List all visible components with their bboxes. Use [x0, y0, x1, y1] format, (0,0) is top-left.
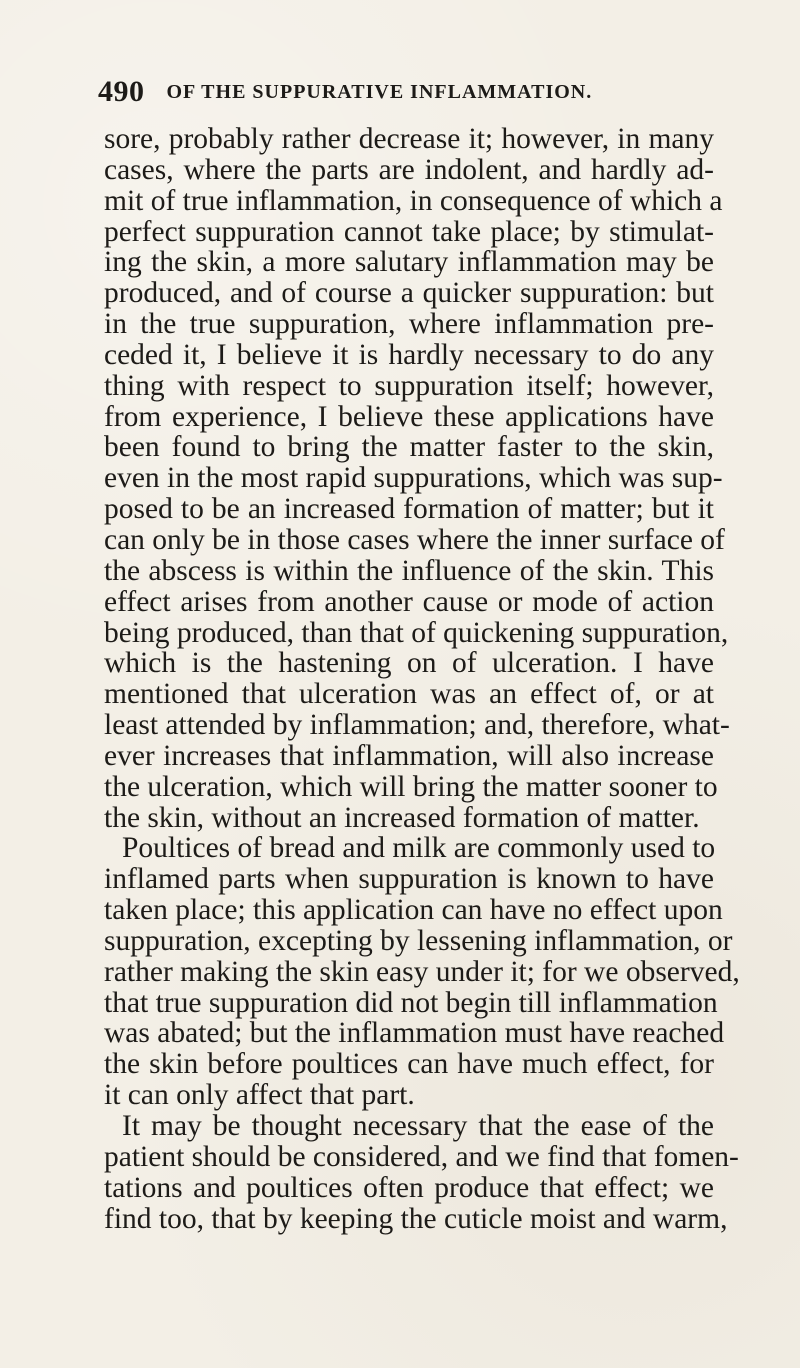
text-line-31: the skin before poultices can have much effect, for	[104, 1048, 714, 1081]
text-line-23: the skin, without an increased formation of matter.	[104, 801, 700, 834]
text-line-16: effect arises from another cause or mode of action	[104, 585, 714, 618]
text-line-25: inflamed parts when suppuration is known to have	[104, 863, 714, 896]
text-line-4: perfect suppuration cannot take place; by stimulat-	[104, 215, 714, 248]
text-line-9: thing with respect to suppuration itself; however,	[104, 369, 714, 402]
text-line-14: can only be in those cases where the inner surface of	[104, 523, 725, 556]
page-header	[98, 72, 718, 112]
text-line-3: mit of true inflammation, in consequence of which a	[104, 184, 723, 217]
text-line-11: been found to bring the matter faster to the skin,	[104, 431, 714, 464]
text-line-21: ever increases that inflammation, will also increase	[104, 739, 714, 772]
text-line-8: ceded it, I believe it is hardly necessary to do any	[104, 338, 714, 371]
text-line-30: was abated; but the inflammation must have reached	[104, 1017, 725, 1050]
text-line-13: posed to be an increased formation of matter; but it	[104, 493, 714, 526]
text-line-10: from experience, I believe these applications have	[104, 400, 714, 433]
text-line-32: it can only affect that part.	[104, 1079, 415, 1112]
text-line-2: cases, where the parts are indolent, and hardly ad-	[104, 153, 714, 186]
text-line-15: the abscess is within the influence of the skin. This	[104, 554, 714, 587]
text-line-29: that true suppuration did not begin till inflammation	[104, 986, 718, 1019]
text-line-24: Poultices of bread and milk are commonly used to	[122, 832, 716, 865]
text-line-6: produced, and of course a quicker suppuration: but	[104, 277, 714, 310]
text-line-35: tations and poultices often produce that effect; we	[104, 1171, 714, 1204]
text-line-33: It may be thought necessary that the ease of the	[122, 1110, 714, 1142]
text-line-27: suppuration, excepting by lessening inflammation, or	[104, 924, 733, 957]
text-line-34: patient should be considered, and we find that fomen-	[104, 1140, 739, 1173]
page-number: 490	[98, 75, 145, 108]
text-line-36: find too, that by keeping the cuticle moist and warm,	[104, 1202, 728, 1235]
text-line-18: which is the hastening on of ulceration. I have	[104, 647, 714, 680]
text-line-26: taken place; this application can have no effect upon	[104, 894, 723, 927]
body-text	[104, 123, 740, 1235]
text-line-22: the ulceration, which will bring the matter sooner to	[104, 770, 718, 803]
text-line-28: rather making the skin easy under it; for we observed,	[104, 955, 740, 988]
text-line-7: in the true suppuration, where inflammation pre-	[104, 308, 714, 341]
text-line-1: sore, probably rather decrease it; however, in many	[104, 123, 714, 155]
text-line-17: being produced, than that of quickening suppuration,	[104, 616, 729, 649]
text-line-5: ing the skin, a more salutary inflammation may be	[104, 246, 714, 279]
text-line-12: even in the most rapid suppurations, which was sup-	[104, 462, 723, 495]
text-line-19: mentioned that ulceration was an effect of, or at	[104, 678, 714, 711]
running-head: OF THE SUPPURATIVE INFLAMMATION.	[166, 81, 593, 103]
text-line-20: least attended by inflammation; and, therefore, what-	[104, 709, 730, 742]
